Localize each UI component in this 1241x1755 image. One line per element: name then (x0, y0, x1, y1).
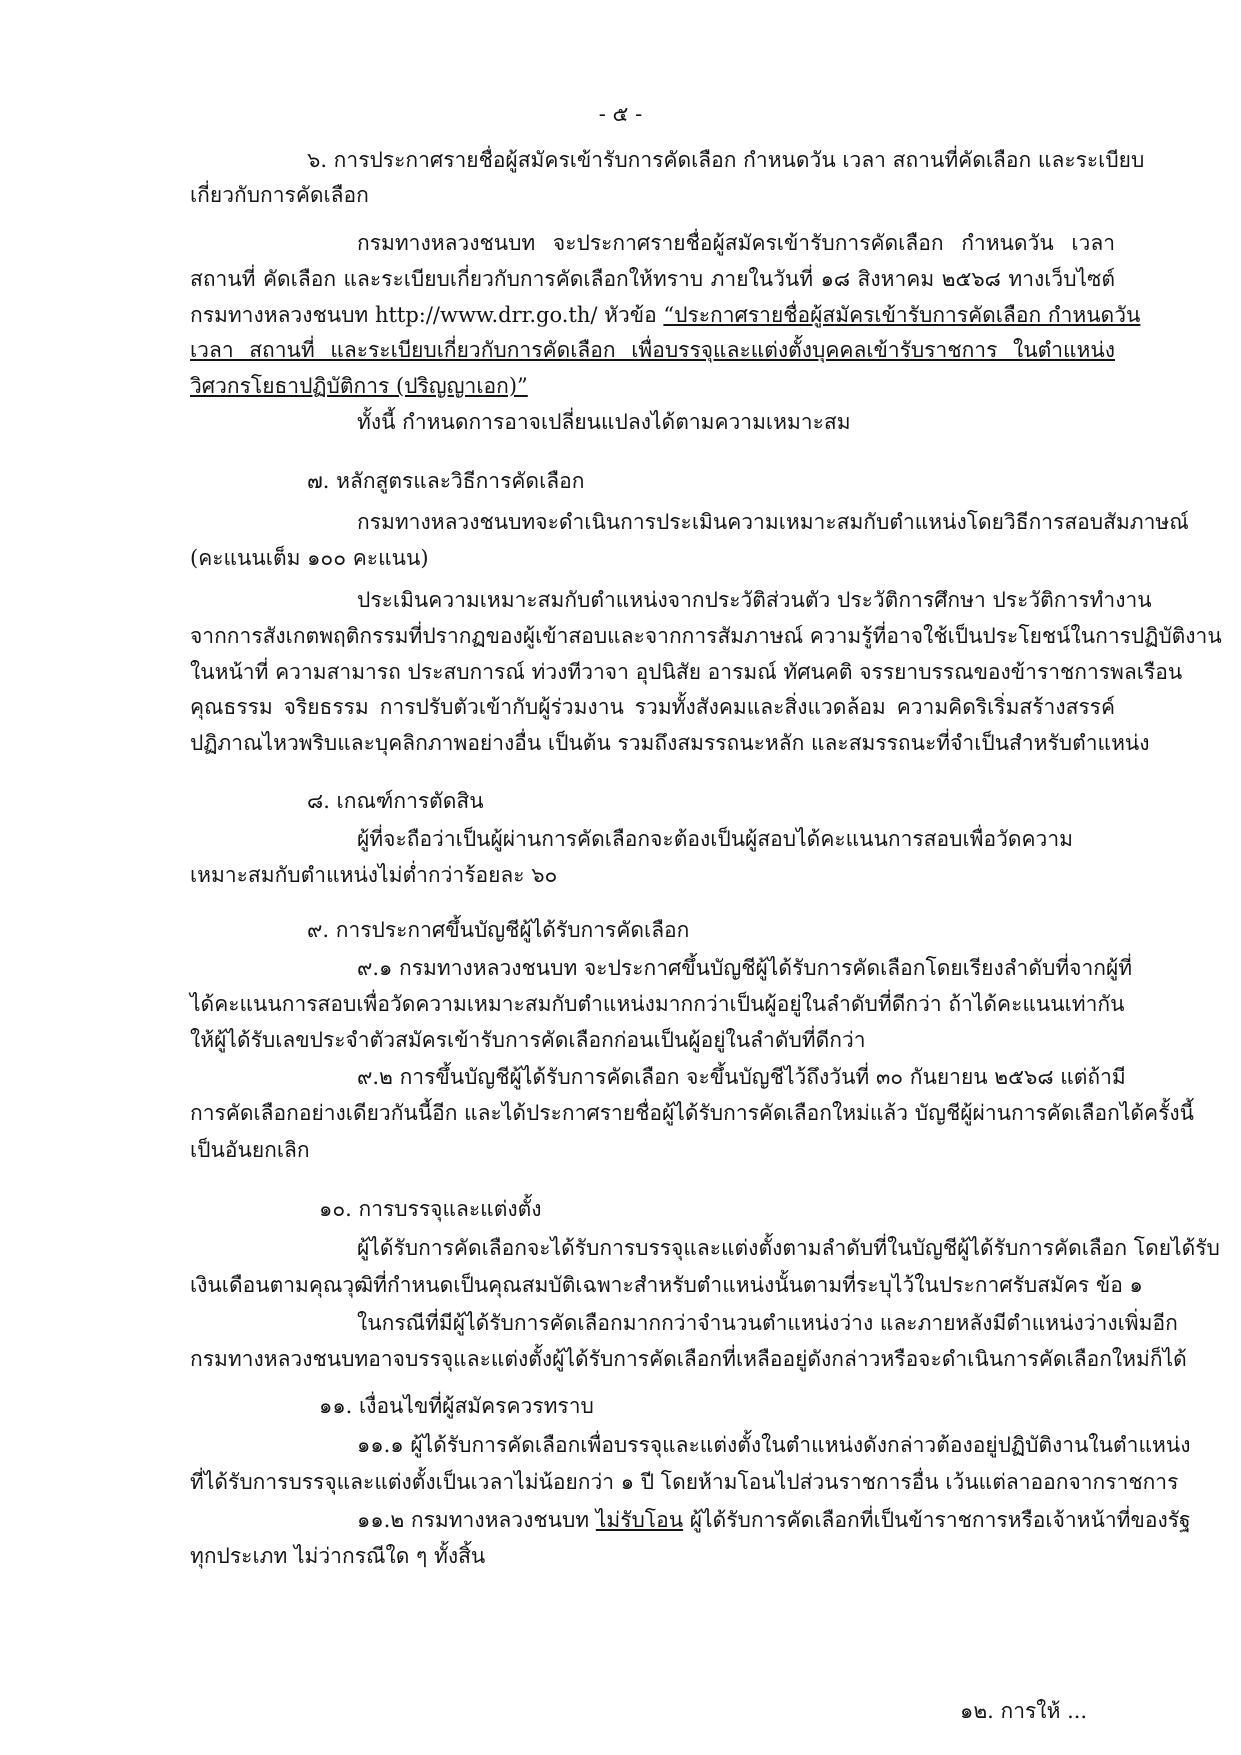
section-9-heading: ๙. การประกาศขึ้นบัญชีผู้ได้รับการคัดเลือก (307, 918, 690, 942)
section-8-heading: ๘. เกณฑ์การตัดสิน (307, 789, 484, 813)
continuation-footer: ๑๒. การให้ ... (960, 1699, 1088, 1723)
section-10-paragraph-line: เงินเดือนตามคุณวุฒิที่กำหนดเป็นคุณสมบัติเฉพาะสำหรับตำแหน่งนั้นตามที่ระบุไว้ในประกาศรับสมัคร ข้อ ๑ (190, 1273, 1143, 1297)
section-6-note: ทั้งนี้ กำหนดการอาจเปลี่ยนแปลงได้ตามความเหมาะสม (357, 410, 851, 434)
section-11-paragraph-line: ทุกประเภท ไม่ว่ากรณีใด ๆ ทั้งสิ้น (190, 1544, 486, 1568)
section-11-heading: ๑๑. เงื่อนไขที่ผู้สมัครควรทราบ (319, 1394, 594, 1418)
section-7-heading: ๗. หลักสูตรและวิธีการคัดเลือก (307, 469, 585, 493)
section-8-paragraph-line: ผู้ที่จะถือว่าเป็นผู้ผ่านการคัดเลือกจะต้องเป็นผู้สอบได้คะแนนการสอบเพื่อวัดความ (357, 827, 1073, 851)
section-6-paragraph-line: สถานที่ คัดเลือก และระเบียบเกี่ยวกับการคัดเลือกให้ทราบ ภายในวันที่ ๑๘ สิงหาคม ๒๕๖๘ ทางเว็บไซต์ (190, 267, 1115, 291)
section-7-paragraph-line: จากการสังเกตพฤติกรรมที่ปรากฏของผู้เข้าสอบและจากการสัมภาษณ์ ความรู้ที่อาจใช้เป็นประโยชน์ในการปฏิบัติงาน (190, 624, 1222, 648)
text-span: ๑๑.๒ กรมทางหลวงชนบท (357, 1508, 596, 1532)
section-10-paragraph-line: ในกรณีที่มีผู้ได้รับการคัดเลือกมากกว่าจำนวนตำแหน่งว่าง และภายหลังมีตำแหน่งว่างเพิ่มอีก (357, 1311, 1178, 1335)
section-6-heading-cont: เกี่ยวกับการคัดเลือก (190, 183, 369, 207)
section-10-heading: ๑๐. การบรรจุและแต่งตั้ง (319, 1197, 542, 1221)
section-6-heading: ๖. การประกาศรายชื่อผู้สมัครเข้ารับการคัดเลือก กำหนดวัน เวลา สถานที่คัดเลือก และระเบียบ (307, 148, 1145, 172)
section-11-paragraph-line (357, 1505, 1191, 1535)
text-span: กรมทางหลวงชนบท http://www.drr.go.th/ หัวข้อ (190, 303, 664, 327)
text-span: ผู้ได้รับการคัดเลือกที่เป็นข้าราชการหรือเจ้าหน้าที่ของรัฐ (683, 1508, 1191, 1532)
section-9-paragraph-line: ๙.๑ กรมทางหลวงชนบท จะประกาศขึ้นบัญชีผู้ได้รับการคัดเลือกโดยเรียงลำดับที่จากผู้ที่ (357, 956, 1133, 980)
section-6-paragraph-line: กรมทางหลวงชนบท จะประกาศรายชื่อผู้สมัครเข้ารับการคัดเลือก กำหนดวัน เวลา (357, 231, 1115, 255)
section-9-paragraph-line: เป็นอันยกเลิก (190, 1138, 310, 1162)
page-number: - ๕ - (598, 102, 643, 126)
section-11-paragraph-line: ที่ได้รับการบรรจุและแต่งตั้งเป็นเวลาไม่น้อยกว่า ๑ ปี โดยห้ามโอนไปส่วนราชการอื่น เว้นแต่ลาออกจากราชการ (190, 1470, 1179, 1494)
section-10-paragraph-line: ผู้ได้รับการคัดเลือกจะได้รับการบรรจุและแต่งตั้งตามลำดับที่ในบัญชีผู้ได้รับการคัดเลือก โดยได้รับ (357, 1236, 1220, 1260)
section-9-paragraph-line: ๙.๒ การขึ้นบัญชีผู้ได้รับการคัดเลือก จะขึ้นบัญชีไว้ถึงวันที่ ๓๐ กันยายน ๒๕๖๘ แต่ถ้ามี (357, 1065, 1126, 1089)
section-7-paragraph-line: ประเมินความเหมาะสมกับตำแหน่งจากประวัติส่วนตัว ประวัติการศึกษา ประวัติการทำงาน (357, 588, 1152, 612)
section-7-paragraph-line: (คะแนนเต็ม ๑๐๐ คะแนน) (190, 546, 429, 570)
section-8-paragraph-line: เหมาะสมกับตำแหน่งไม่ต่ำกว่าร้อยละ ๖๐ (190, 863, 558, 887)
underlined-no-transfer: ไม่รับโอน (595, 1508, 684, 1532)
underlined-announcement-title: เวลา สถานที่ และระเบียบเกี่ยวกับการคัดเลือก เพื่อบรรจุและแต่งตั้งบุคคลเข้ารับราชการ ในตำแหน่ง (190, 338, 1115, 362)
section-11-paragraph-line: ๑๑.๑ ผู้ได้รับการคัดเลือกเพื่อบรรจุและแต่งตั้งในตำแหน่งดังกล่าวต้องอยู่ปฏิบัติงานในตำแหน่ง (357, 1433, 1191, 1457)
section-7-paragraph-line: คุณธรรม จริยธรรม การปรับตัวเข้ากับผู้ร่วมงาน รวมทั้งสังคมและสิ่งแวดล้อม ความคิดริเริ่มสร้างสรรค์ (190, 695, 1115, 719)
section-9-paragraph-line: การคัดเลือกอย่างเดียวกันนี้อีก และได้ประกาศรายชื่อผู้ได้รับการคัดเลือกใหม่แล้ว บัญชีผู้ผ่านการคัดเลือกได้ครั้งนี้ (190, 1101, 1194, 1125)
section-9-paragraph-line: ได้คะแนนการสอบเพื่อวัดความเหมาะสมกับตำแหน่งมากกว่าเป็นผู้อยู่ในลำดับที่ดีกว่า ถ้าได้คะแนนเท่ากัน (190, 992, 1125, 1016)
section-9-paragraph-line: ให้ผู้ได้รับเลขประจำตัวสมัครเข้ารับการคัดเลือกก่อนเป็นผู้อยู่ในลำดับที่ดีกว่า (190, 1028, 866, 1052)
underlined-announcement-title: “ประกาศรายชื่อผู้สมัครเข้ารับการคัดเลือก กำหนดวัน (663, 303, 1141, 327)
underlined-announcement-title: วิศวกรโยธาปฏิบัติการ (ปริญญาเอก)” (190, 374, 528, 398)
section-7-paragraph-line: กรมทางหลวงชนบทจะดำเนินการประเมินความเหมาะสมกับตำแหน่งโดยวิธีการสอบสัมภาษณ์ (357, 510, 1189, 534)
section-6-paragraph-line (190, 300, 1141, 330)
section-10-paragraph-line: กรมทางหลวงชนบทอาจบรรจุและแต่งตั้งผู้ได้รับการคัดเลือกที่เหลืออยู่ดังกล่าวหรือจะดำเนินการคัดเลือกใหม่ก็ได้ (190, 1347, 1187, 1371)
section-7-paragraph-line: ในหน้าที่ ความสามารถ ประสบการณ์ ท่วงทีวาจา อุปนิสัย อารมณ์ ทัศนคติ จรรยาบรรณของข้าราชการพลเรือน (190, 660, 1183, 684)
section-7-paragraph-line: ปฏิภาณไหวพริบและบุคลิกภาพอย่างอื่น เป็นต้น รวมถึงสมรรถนะหลัก และสมรรถนะที่จำเป็นสำหรับตำแหน่ง (190, 731, 1150, 755)
